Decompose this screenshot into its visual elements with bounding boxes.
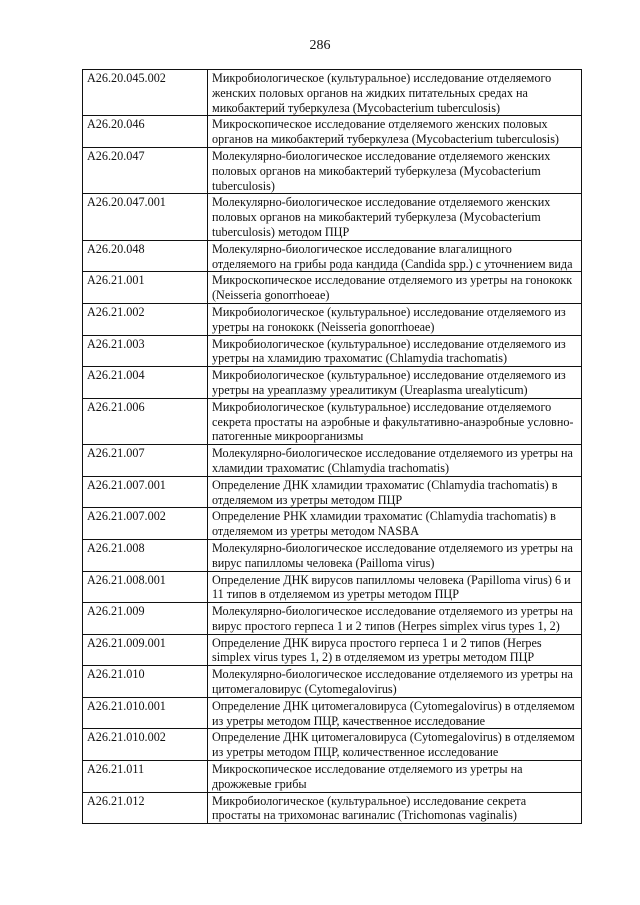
table-row <box>83 116 582 148</box>
service-description: Определение ДНК цитомегаловируса (Cytomegalovirus) в отделяемом из уретры методом ПЦР, количественное исследование <box>208 729 582 761</box>
service-code: A26.20.047.001 <box>83 194 208 240</box>
service-code: A26.21.011 <box>83 761 208 793</box>
table-row <box>83 147 582 193</box>
service-code: A26.21.010 <box>83 666 208 698</box>
service-code: A26.21.009 <box>83 603 208 635</box>
table-row <box>83 70 582 116</box>
service-code: A26.21.002 <box>83 303 208 335</box>
service-code: A26.21.010.002 <box>83 729 208 761</box>
table-row <box>83 603 582 635</box>
service-description: Микробиологическое (культуральное) исследование секрета простаты на трихомонас вагиналис (Trichomonas vaginalis) <box>208 792 582 824</box>
table-row <box>83 240 582 272</box>
service-code: A26.21.007.001 <box>83 476 208 508</box>
table-row <box>83 367 582 399</box>
service-description: Микробиологическое (культуральное) исследование отделяемого из уретры на хламидию трахоматис (Chlamydia trachomatis) <box>208 335 582 367</box>
service-description: Микроскопическое исследование отделяемого женских половых органов на микобактерий туберкулеза (Mycobacterium tuberculosis) <box>208 116 582 148</box>
table-row <box>83 398 582 444</box>
table-row <box>83 634 582 666</box>
table-row <box>83 666 582 698</box>
table-row <box>83 476 582 508</box>
service-description: Молекулярно-биологическое исследование отделяемого женских половых органов на микобактерий туберкулеза (Mycobacterium tuberculosis) <box>208 147 582 193</box>
service-description: Определение РНК хламидии трахоматис (Chlamydia trachomatis) в отделяемом из уретры методом NASBA <box>208 508 582 540</box>
service-code: A26.21.006 <box>83 398 208 444</box>
service-code: A26.20.047 <box>83 147 208 193</box>
service-code: A26.21.004 <box>83 367 208 399</box>
service-description: Молекулярно-биологическое исследование влагалищного отделяемого на грибы рода кандида (Candida spp.) с уточнением вида <box>208 240 582 272</box>
table-row <box>83 792 582 824</box>
service-description: Молекулярно-биологическое исследование отделяемого из уретры на вирус простого герпеса 1 и 2 типов (Herpes simplex virus types 1, 2) <box>208 603 582 635</box>
service-description: Микробиологическое (культуральное) исследование отделяемого секрета простаты на аэробные и факультативно-анаэробные условно-патогенные микроорганизмы <box>208 398 582 444</box>
table-row <box>83 335 582 367</box>
table-row <box>83 272 582 304</box>
table-row <box>83 445 582 477</box>
service-description: Молекулярно-биологическое исследование отделяемого женских половых органов на микобактерий туберкулеза (Mycobacterium tuberculosis) методом ПЦР <box>208 194 582 240</box>
service-code: A26.20.046 <box>83 116 208 148</box>
service-code: A26.21.008 <box>83 539 208 571</box>
table-row <box>83 571 582 603</box>
service-description: Молекулярно-биологическое исследование отделяемого из уретры на вирус папилломы человека (Pailloma virus) <box>208 539 582 571</box>
service-description: Микробиологическое (культуральное) исследование отделяемого из уретры на уреаплазму уреалитикум (Ureaplasma urealyticum) <box>208 367 582 399</box>
service-description: Определение ДНК цитомегаловируса (Cytomegalovirus) в отделяемом из уретры методом ПЦР, качественное исследование <box>208 697 582 729</box>
table-row <box>83 194 582 240</box>
service-description: Молекулярно-биологическое исследование отделяемого из уретры на хламидии трахоматис (Chlamydia trachomatis) <box>208 445 582 477</box>
page-number: 286 <box>309 38 331 53</box>
service-code: A26.21.008.001 <box>83 571 208 603</box>
service-description: Микроскопическое исследование отделяемого из уретры на дрожжевые грибы <box>208 761 582 793</box>
services-table <box>82 69 582 824</box>
table-row <box>83 303 582 335</box>
table-row <box>83 729 582 761</box>
service-description: Определение ДНК вируса простого герпеса 1 и 2 типов (Herpes simplex virus types 1, 2) в отделяемом из уретры методом ПЦР <box>208 634 582 666</box>
service-description: Определение ДНК вирусов папилломы человека (Papilloma virus) 6 и 11 типов в отделяемом из уретры методом ПЦР <box>208 571 582 603</box>
service-code: A26.21.010.001 <box>83 697 208 729</box>
service-code: A26.21.009.001 <box>83 634 208 666</box>
table-row <box>83 761 582 793</box>
service-code: A26.21.007.002 <box>83 508 208 540</box>
service-code: A26.20.045.002 <box>83 70 208 116</box>
service-description: Молекулярно-биологическое исследование отделяемого из уретры на цитомегаловирус (Cytomegalovirus) <box>208 666 582 698</box>
service-description: Микроскопическое исследование отделяемого из уретры на гонококк (Neisseria gonorrhoeae) <box>208 272 582 304</box>
service-code: A26.21.007 <box>83 445 208 477</box>
service-description: Микробиологическое (культуральное) исследование отделяемого женских половых органов на жидких питательных средах на микобактерий туберкулеза (Mycobacterium tuberculosis) <box>208 70 582 116</box>
service-code: A26.21.003 <box>83 335 208 367</box>
service-code: A26.20.048 <box>83 240 208 272</box>
service-description: Определение ДНК хламидии трахоматис (Chlamydia trachomatis) в отделяемом из уретры методом ПЦР <box>208 476 582 508</box>
table-row <box>83 539 582 571</box>
service-code: A26.21.012 <box>83 792 208 824</box>
table-row <box>83 508 582 540</box>
service-description: Микробиологическое (культуральное) исследование отделяемого из уретры на гонококк (Neisseria gonorrhoeae) <box>208 303 582 335</box>
table-row <box>83 697 582 729</box>
service-code: A26.21.001 <box>83 272 208 304</box>
